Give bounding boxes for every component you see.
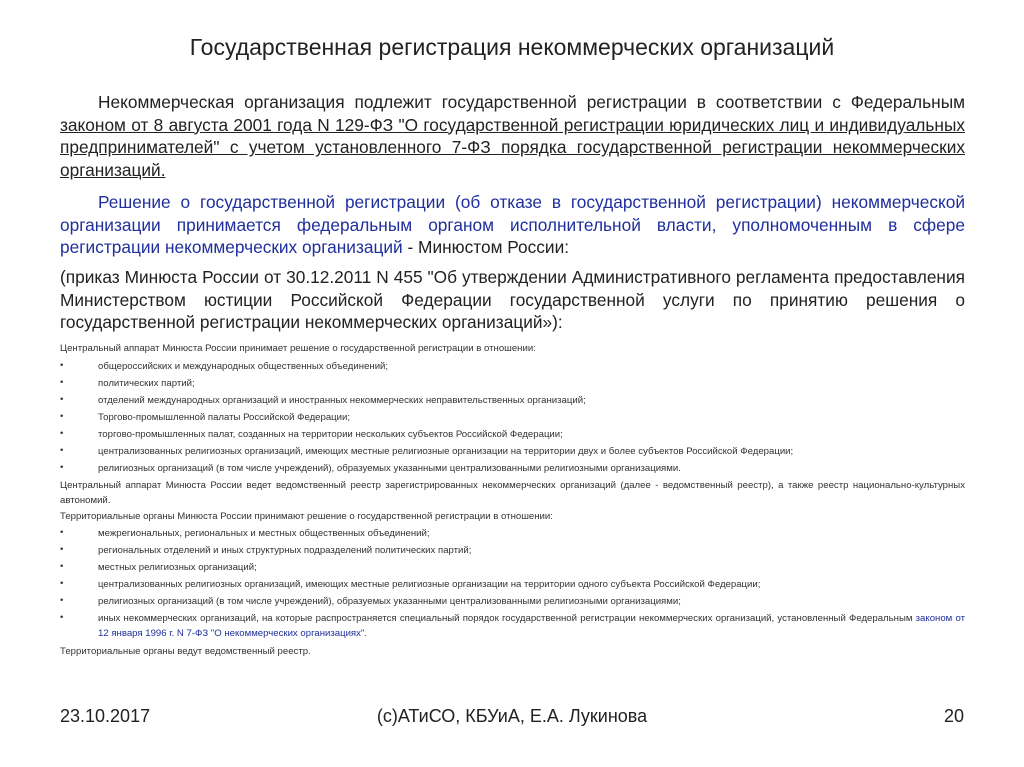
- paragraph-decision-authority: [60, 191, 965, 259]
- small-print-section: [60, 341, 965, 661]
- list-item: • торгово-промышленных палат, созданных на территории нескольких субъектов Российской Федерации;: [60, 426, 965, 443]
- list-item: • Торгово-промышленной палаты Российской Федерации;: [60, 409, 965, 426]
- bullet-icon: •: [60, 561, 64, 573]
- page-number: 20: [943, 706, 964, 726]
- paragraph-2-highlight: Решение о государственной регистрации (об отказе в государственной регистрации) некоммерческой организации принимается федеральным органом исполнительной власти, уполномоченным в сфере регистрации некоммерческих организаций: [60, 192, 965, 258]
- bullet-icon: •: [60, 393, 64, 405]
- list-item: • централизованных религиозных организаций, имеющих местные религиозные организации на территории одного субъекта Российской Федерации;: [60, 576, 965, 593]
- bullet-icon: •: [60, 444, 64, 456]
- footer-date: 23.10.2017: [60, 706, 151, 726]
- territorial-last-text: иных некоммерческих организаций, на которые распространяется специальный порядок государственной регистрации некоммерческих организаций, установленный Федеральным: [98, 613, 916, 625]
- list-item: • религиозных организаций (в том числе учреждений), образуемых указанными централизованными религиозными организациями;: [60, 593, 965, 610]
- list-item: • местных религиозных организаций;: [60, 559, 965, 576]
- law-129-fz-link[interactable]: законом от 8 августа 2001 года N 129-ФЗ "О государственной регистрации юридических лиц и индивидуальных предпринимателей" с учетом установленного 7-ФЗ порядка государственной регистрации некоммерческих организаций.: [60, 114, 965, 180]
- bullet-icon: •: [60, 376, 64, 388]
- paragraph-registration-law: [60, 91, 965, 181]
- bullet-icon: •: [60, 595, 64, 607]
- central-registry: Центральный аппарат Минюста России ведет ведомственный реестр зарегистрированных некоммерческих организаций (далее - ведомственный реестр), а также реестр национально-культурных автономий.: [60, 479, 965, 506]
- list-item: • региональных отделений и иных структурных подразделений политических партий;: [60, 542, 965, 559]
- law-7-fz-link[interactable]: законом от 12 января 1996 г. N 7-ФЗ "О некоммерческих организациях": [98, 613, 965, 640]
- bullet-icon: •: [60, 461, 64, 473]
- list-item: • иных некоммерческих организаций, на которые распространяется специальный порядок государственной регистрации некоммерческих организаций, установленный Федеральным законом от 12 января 1996 г. N 7-ФЗ "О некоммерческих организациях".: [60, 610, 965, 642]
- bullet-icon: •: [60, 527, 64, 539]
- bullet-icon: •: [60, 410, 64, 422]
- list-item: • политических партий;: [60, 375, 965, 392]
- slide-title: Государственная регистрация некоммерческих организаций: [189, 34, 835, 60]
- list-item: • религиозных организаций (в том числе учреждений), образуемых указанными централизованными религиозными организациями.: [60, 460, 965, 477]
- bullet-icon: •: [60, 612, 64, 624]
- paragraph-2-ministry: - Минюстом России:: [402, 237, 570, 258]
- central-intro: Центральный аппарат Минюста России принимает решение о государственной регистрации в отношении:: [60, 343, 536, 354]
- list-item: • централизованных религиозных организаций, имеющих местные религиозные организации на территории двух и более субъектов Российской Федерации;: [60, 443, 965, 460]
- territorial-intro: Территориальные органы Минюста России принимают решение о государственной регистрации в отношении:: [60, 510, 553, 522]
- list-item: • межрегиональных, региональных и местных общественных объединений;: [60, 525, 965, 542]
- bullet-icon: •: [60, 359, 64, 371]
- list-item: • отделений международных организаций и иностранных некоммерческих неправительственных организаций;: [60, 392, 965, 409]
- footer-author: (с)АТиСО, КБУиА, Е.А. Лукинова: [376, 706, 648, 726]
- territorial-registry: Территориальные органы ведут ведомственный реестр.: [60, 646, 311, 658]
- paragraph-order-455: (приказ Минюста России от 30.12.2011 N 455 "Об утверждении Административного регламента предоставления Министерством юстиции Российской Федерации государственной услуги по принятию решения о государственной регистрации некоммерческих организаций»):: [60, 267, 965, 333]
- list-item: • общероссийских и международных общественных объединений;: [60, 358, 965, 375]
- bullet-icon: •: [60, 578, 64, 590]
- bullet-icon: •: [60, 427, 64, 439]
- bullet-icon: •: [60, 544, 64, 556]
- paragraph-1-start: Некоммерческая организация подлежит государственной регистрации в соответствии с Федеральным: [98, 92, 965, 112]
